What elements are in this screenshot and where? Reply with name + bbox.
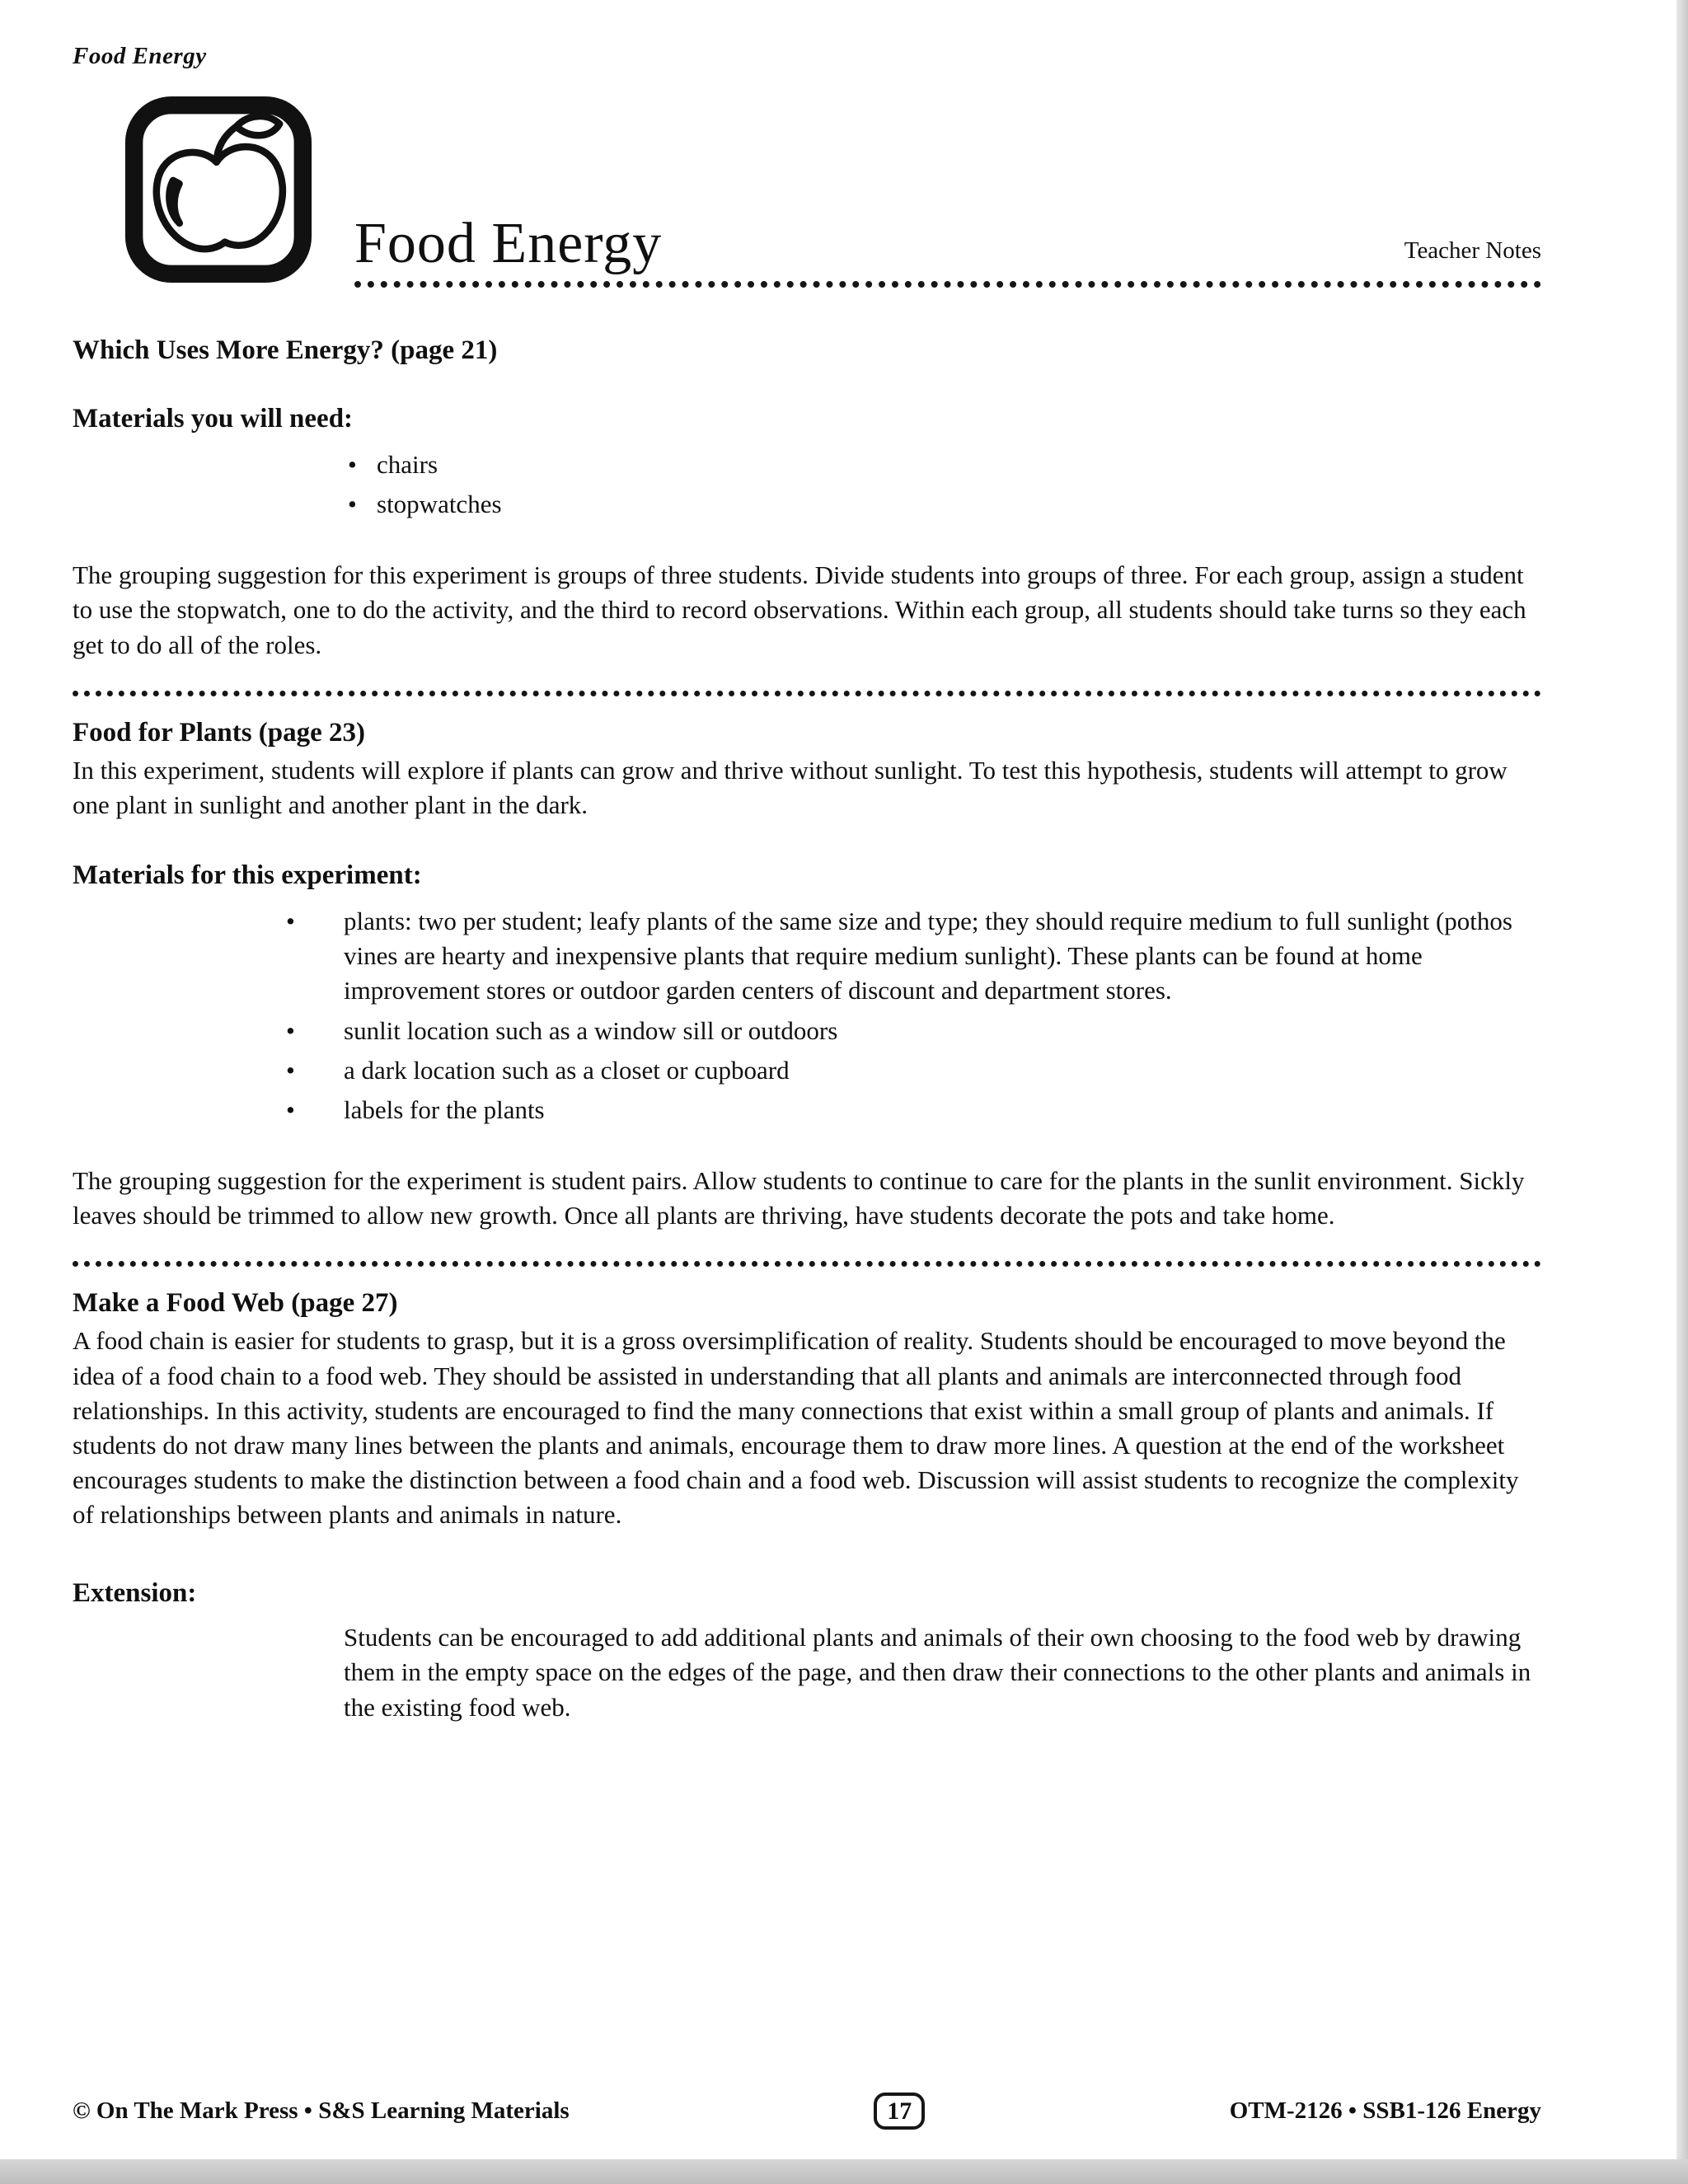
page-footer [73,2093,1541,2130]
list-item: • sunlit location such as a window sill or outdoors [286,1014,1541,1048]
dotted-divider [73,691,1541,696]
materials-list-1 [348,448,1541,522]
masthead [73,91,1541,288]
footer-product-code: OTM-2126 • SSB1-126 Energy [1229,2097,1541,2124]
page-title: Food Energy [354,212,663,275]
title-rule [354,212,1541,288]
extension-heading: Extension: [73,1578,197,1609]
list-item: • stopwatches [348,487,1541,522]
materials-heading-2: Materials for this experiment: [73,860,422,891]
list-item: • chairs [348,448,1541,482]
extension-paragraph: Students can be encouraged to add additional plants and animals of their own choosing to the food web by drawing them in the empty space on the edges of the page, and then draw their connections to the other plants and animals in the existing food web. [344,1623,1531,1722]
page-number-badge: 17 [874,2093,925,2130]
list-item: • labels for the plants [286,1093,1541,1127]
page-header-label: Food Energy [73,43,207,69]
section-heading-make-a-food-web: Make a Food Web (page 27) [73,1288,398,1319]
materials-heading-1: Materials you will need: [73,404,354,434]
section2-intro: In this experiment, students will explore if plants can grow and thrive without sunlight. To test this hypothesis, students will attempt to grow one plant in sunlight and another plant in the dark. [73,755,1507,819]
footer-publisher: © On The Mark Press • S&S Learning Materials [73,2097,570,2124]
dotted-divider [73,1261,1541,1267]
list-item: • plants: two per student; leafy plants of the same size and type; they should require medium to full sunlight (pothos vines are hearty and inexpensive plants that require medium sunlight). These plants can be found at home improvement stores or outdoor garden centers of discount and department stores. [286,904,1541,1008]
teacher-notes-label: Teacher Notes [1404,237,1541,264]
section-heading-which-uses-more-energy: Which Uses More Energy? (page 21) [73,335,498,365]
scan-artifact-right-edge [1676,0,1688,2184]
list-item: • a dark location such as a closet or cupboard [286,1053,1541,1088]
section1-paragraph: The grouping suggestion for this experiment is groups of three students. Divide students into groups of three. For each group, assign a student to use the stopwatch, one to do the activity, and the third to record observations. Within each group, all students should take turns so they each get to do all of the roles. [73,560,1526,659]
scan-artifact-bottom-edge [0,2159,1688,2184]
materials-list-2 [286,904,1541,1127]
section2-paragraph: The grouping suggestion for the experiment is student pairs. Allow students to continue to care for the plants in the sunlit environment. Sickly leaves should be trimmed to allow new growth. Once all plants are thriving, have students decorate the pots and take home. [73,1166,1525,1230]
apple-logo-icon [120,91,316,288]
section3-paragraph: A food chain is easier for students to grasp, but it is a gross oversimplification of reality. Students should be encouraged to move beyond the idea of a food chain to a food web. They should be assisted in understanding that all plants and animals are interconnected through food relationships. In this activity, students are encouraged to find the many connections that exist within a small group of plants and animals. If students do not draw many lines between the plants and animals, encourage them to draw more lines. A question at the end of the worksheet encourages students to make the distinction between a food chain and a food web. Discussion will assist students to recognize the complexity of relationships between plants and animals in nature. [73,1326,1519,1530]
section-heading-food-for-plants: Food for Plants (page 23) [73,717,366,748]
